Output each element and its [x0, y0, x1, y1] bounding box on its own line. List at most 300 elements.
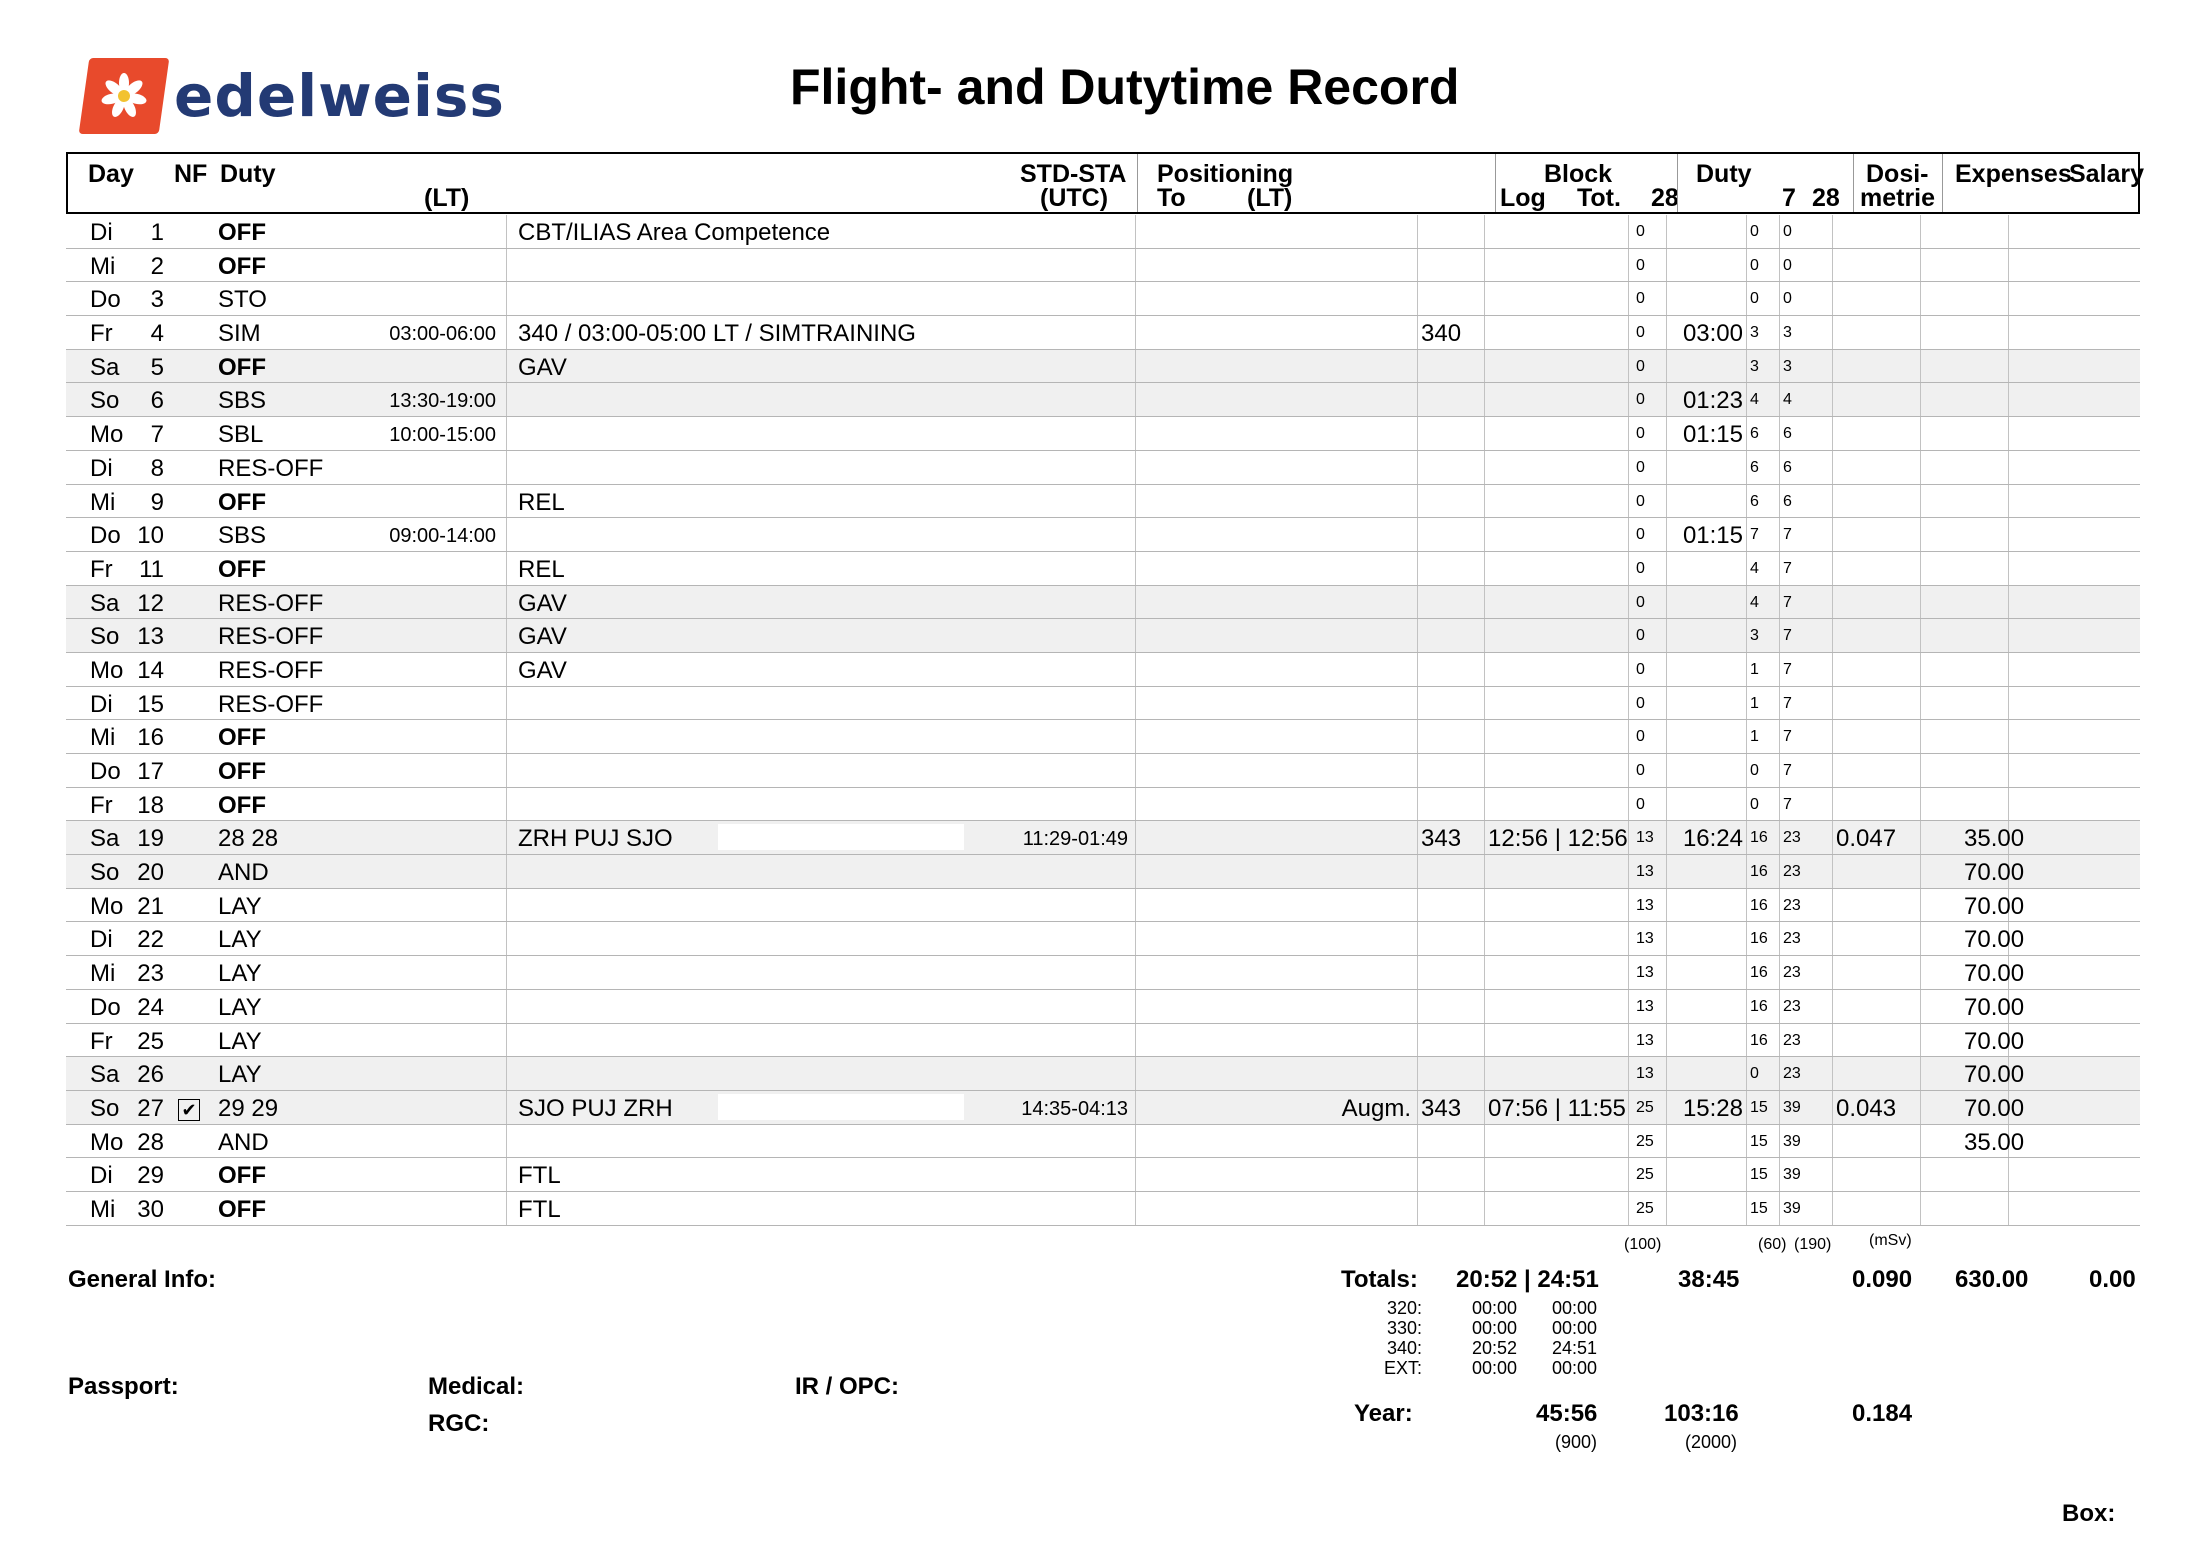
block-28-cell: 0 [1636, 559, 1645, 577]
duty-7-cell: 0 [1750, 795, 1759, 813]
row-divider [1417, 485, 1418, 518]
duty-code-cell: SBS [218, 387, 267, 415]
row-divider [506, 855, 507, 888]
row-divider [1484, 990, 1485, 1023]
row-divider [1920, 821, 1921, 854]
row-divider [1746, 990, 1747, 1023]
row-divider [1135, 586, 1136, 619]
row-divider [1484, 1091, 1485, 1124]
col-duty28: 28 [1812, 184, 1840, 212]
block-28-cell: 25 [1636, 1098, 1654, 1116]
row-divider [506, 552, 507, 585]
row-divider [1779, 788, 1780, 821]
row-divider [1666, 215, 1667, 248]
row-divider [506, 1158, 507, 1191]
row-divider [506, 518, 507, 551]
day-number-cell: 30 [137, 1195, 164, 1223]
row-divider [1666, 855, 1667, 888]
row-divider [2008, 788, 2009, 821]
row-divider [1417, 619, 1418, 652]
row-divider [1746, 518, 1747, 551]
table-row [66, 720, 2140, 754]
weekday-cell: Di [90, 926, 113, 954]
expenses-cell: 70.00 [1964, 993, 2025, 1021]
row-divider [1417, 282, 1418, 315]
row-divider [1417, 350, 1418, 383]
row-divider [1920, 1024, 1921, 1057]
row-divider [1920, 720, 1921, 753]
expenses-cell: 70.00 [1964, 960, 2025, 988]
row-divider [1920, 788, 1921, 821]
row-divider [1484, 1057, 1485, 1090]
weekday-cell: So [90, 623, 120, 651]
col-stdsta: STD-STA [1020, 160, 1127, 188]
col-dosi: Dosi- [1866, 160, 1929, 188]
row-divider [1135, 720, 1136, 753]
duty-7-cell: 1 [1750, 694, 1759, 712]
block-28-cell: 0 [1636, 728, 1645, 746]
nf-checkbox[interactable]: ✔ [178, 1099, 200, 1121]
row-divider [1779, 720, 1780, 753]
duty-7-cell: 1 [1750, 660, 1759, 678]
duty-28-cell: 0 [1783, 290, 1792, 308]
row-divider [1628, 586, 1629, 619]
totals-duty: 38:45 [1678, 1266, 1740, 1293]
row-divider [1417, 720, 1418, 753]
row-divider [506, 956, 507, 989]
duty-time-cell: 03:00-06:00 [389, 323, 496, 346]
row-divider [1746, 687, 1747, 720]
row-divider [1628, 889, 1629, 922]
row-divider [1417, 788, 1418, 821]
duty-time-total-cell: 16:24 [1682, 825, 1743, 853]
weekday-cell: Do [90, 993, 121, 1021]
row-divider [1628, 619, 1629, 652]
duty-code-cell: LAY [218, 892, 262, 920]
row-divider [1484, 485, 1485, 518]
row-divider [1920, 956, 1921, 989]
duty-code-cell: SBS [218, 522, 267, 550]
row-divider [1484, 586, 1485, 619]
row-divider [1666, 956, 1667, 989]
row-divider [1832, 990, 1833, 1023]
day-number-cell: 28 [137, 1128, 164, 1156]
row-divider [1484, 956, 1485, 989]
row-divider [506, 990, 507, 1023]
row-divider [2008, 518, 2009, 551]
dosimetry-cell: 0.043 [1836, 1094, 1897, 1122]
medical-label: Medical: [428, 1373, 525, 1400]
weekday-cell: Do [90, 758, 121, 785]
row-divider [1666, 383, 1667, 416]
header-divider [1853, 154, 1854, 212]
row-divider [506, 687, 507, 720]
table-row [66, 586, 2140, 620]
row-divider [1628, 485, 1629, 518]
col-duty: Duty [220, 160, 276, 188]
table-row [66, 990, 2140, 1024]
block-28-cell: 0 [1636, 425, 1645, 443]
expenses-cell: 70.00 [1964, 926, 2025, 954]
row-divider [2008, 485, 2009, 518]
block-28-cell: 13 [1636, 964, 1654, 982]
row-divider [1920, 518, 1921, 551]
row-divider [1920, 350, 1921, 383]
row-divider [1746, 821, 1747, 854]
duty-7-cell: 16 [1750, 964, 1768, 982]
row-divider [1628, 687, 1629, 720]
col-salary: Salary [2069, 160, 2145, 188]
duty-7-cell: 0 [1750, 762, 1759, 779]
row-divider [1746, 249, 1747, 282]
row-divider [506, 1057, 507, 1090]
duty-7-cell: 16 [1750, 896, 1768, 914]
page-title: Flight- and Dutytime Record [790, 59, 1460, 115]
weekday-cell: So [90, 1094, 120, 1122]
row-divider [1484, 788, 1485, 821]
weekday-cell: Mo [90, 892, 124, 920]
row-divider [1746, 1158, 1747, 1191]
type-label: EXT: [1383, 1358, 1422, 1378]
row-divider [1135, 889, 1136, 922]
row-divider [1484, 1192, 1485, 1225]
block-28-cell: 0 [1636, 660, 1645, 678]
block-28-cell: 0 [1636, 762, 1645, 779]
row-divider [1417, 1091, 1418, 1124]
expenses-cell: 35.00 [1964, 1128, 2025, 1156]
duty-28-cell: 7 [1783, 559, 1792, 577]
row-divider [1666, 788, 1667, 821]
row-divider [1135, 282, 1136, 315]
block-28-cell: 13 [1636, 829, 1654, 847]
row-divider [1779, 990, 1780, 1023]
row-divider [1135, 788, 1136, 821]
description-cell: GAV [518, 623, 567, 651]
col-lt: (LT) [424, 184, 470, 212]
type-log: 20:52 [1472, 1338, 1518, 1358]
row-divider [1135, 855, 1136, 888]
day-number-cell: 25 [137, 1027, 164, 1055]
day-number-cell: 26 [137, 1061, 164, 1089]
std-sta-cell: 11:29-01:49 [1022, 828, 1128, 851]
header-divider [1942, 154, 1943, 212]
row-divider [1666, 417, 1667, 450]
totals-salary: 0.00 [2089, 1266, 2136, 1293]
duty-7-cell: 15 [1750, 1199, 1768, 1217]
row-divider [1779, 1024, 1780, 1057]
day-number-cell: 4 [150, 320, 164, 348]
weekday-cell: Mi [90, 724, 116, 752]
row-divider [1417, 215, 1418, 248]
row-divider [506, 1125, 507, 1158]
year-duty: 103:16 [1664, 1400, 1739, 1427]
duty-28-cell: 39 [1783, 1166, 1801, 1184]
row-divider [1417, 518, 1418, 551]
row-divider [1832, 788, 1833, 821]
row-divider [1920, 687, 1921, 720]
row-divider [506, 451, 507, 484]
row-divider [2008, 586, 2009, 619]
row-divider [1832, 282, 1833, 315]
row-divider [1135, 417, 1136, 450]
totals-block: 20:52 | 24:51 [1456, 1266, 1599, 1293]
row-divider [1746, 350, 1747, 383]
duty-code-cell: OFF [218, 758, 266, 785]
row-divider [1417, 956, 1418, 989]
row-divider [1417, 1158, 1418, 1191]
row-divider [1920, 922, 1921, 955]
row-divider [1779, 754, 1780, 787]
row-divider [1628, 451, 1629, 484]
day-number-cell: 24 [137, 993, 164, 1021]
duty-28-cell: 4 [1783, 391, 1792, 409]
duty-28-cell: 6 [1783, 458, 1792, 476]
row-divider [1746, 586, 1747, 619]
weekday-cell: Sa [90, 1061, 120, 1089]
table-row [66, 1057, 2140, 1091]
col-utc: (UTC) [1040, 184, 1109, 212]
row-divider [506, 720, 507, 753]
block-28-cell: 0 [1636, 458, 1645, 476]
weekday-cell: Di [90, 219, 113, 246]
duty-7-cell: 16 [1750, 997, 1768, 1015]
row-divider [1920, 552, 1921, 585]
row-divider [1832, 586, 1833, 619]
row-divider [1832, 350, 1833, 383]
row-divider [1666, 1125, 1667, 1158]
row-divider [1484, 350, 1485, 383]
weekday-cell: Mi [90, 960, 116, 988]
row-divider [1920, 754, 1921, 787]
row-divider [1135, 1158, 1136, 1191]
row-divider [1628, 922, 1629, 955]
row-divider [1779, 485, 1780, 518]
day-number-cell: 14 [137, 656, 164, 684]
row-divider [1746, 1125, 1747, 1158]
expenses-cell: 35.00 [1964, 825, 2025, 853]
type-total: 00:00 [1552, 1358, 1598, 1378]
duty-code-cell: OFF [218, 488, 266, 516]
table-row [66, 383, 2140, 417]
box-label: Box: [2062, 1500, 2116, 1527]
duty-28-cell: 23 [1783, 829, 1801, 847]
table-row [66, 653, 2140, 687]
row-divider [1920, 215, 1921, 248]
duty-7-cell: 3 [1750, 324, 1759, 342]
weekday-cell: So [90, 859, 120, 887]
table-row [66, 249, 2140, 283]
table-row [66, 1125, 2140, 1159]
block-28-cell: 13 [1636, 1065, 1654, 1083]
duty-28-cell: 39 [1783, 1132, 1801, 1150]
weekday-cell: Di [90, 454, 113, 482]
day-number-cell: 16 [137, 724, 164, 752]
day-number-cell: 8 [150, 454, 164, 482]
positioning-cell: Augm. [1341, 1094, 1411, 1122]
row-divider [2008, 316, 2009, 349]
row-divider [1628, 1057, 1629, 1090]
row-divider [1417, 922, 1418, 955]
block-28-cell: 0 [1636, 795, 1645, 813]
duty-28-cell: 23 [1783, 863, 1801, 881]
duty-28-cell: 7 [1783, 627, 1792, 645]
row-divider [1484, 754, 1485, 787]
row-divider [1666, 754, 1667, 787]
row-divider [1484, 653, 1485, 686]
row-divider [1417, 552, 1418, 585]
year-dosi: 0.184 [1852, 1400, 1913, 1427]
row-divider [1920, 855, 1921, 888]
day-number-cell: 3 [150, 286, 164, 314]
row-divider [1746, 383, 1747, 416]
row-divider [1135, 350, 1136, 383]
row-divider [1628, 1158, 1629, 1191]
row-divider [1628, 249, 1629, 282]
row-divider [506, 1024, 507, 1057]
row-divider [1628, 720, 1629, 753]
aircraft-type-cell: 343 [1421, 825, 1462, 853]
row-divider [1417, 451, 1418, 484]
row-divider [1746, 215, 1747, 248]
row-divider [2008, 1158, 2009, 1191]
nf-cell [178, 1095, 200, 1123]
row-divider [1832, 485, 1833, 518]
row-divider [2008, 350, 2009, 383]
duty-code-cell: OFF [218, 353, 266, 381]
row-divider [1666, 282, 1667, 315]
row-divider [1417, 754, 1418, 787]
row-divider [1135, 518, 1136, 551]
block-28-cell: 0 [1636, 324, 1645, 342]
table-row [66, 889, 2140, 923]
duty-7-cell: 3 [1750, 357, 1759, 375]
std-sta-cell: 14:35-04:13 [1021, 1097, 1128, 1120]
limit-dosi: (mSv) [1869, 1232, 1912, 1249]
edelweiss-logo [84, 56, 505, 136]
row-divider [506, 1192, 507, 1225]
row-divider [1628, 788, 1629, 821]
totals-label: Totals: [1341, 1266, 1418, 1293]
row-divider [1666, 922, 1667, 955]
duty-28-cell: 7 [1783, 660, 1792, 678]
row-divider [1920, 383, 1921, 416]
row-divider [1666, 653, 1667, 686]
row-divider [1920, 417, 1921, 450]
duty-28-cell: 39 [1783, 1098, 1801, 1116]
row-divider [1417, 586, 1418, 619]
duty-7-cell: 1 [1750, 728, 1759, 746]
row-divider [1135, 990, 1136, 1023]
row-divider [1628, 990, 1629, 1023]
duty-7-cell: 16 [1750, 863, 1768, 881]
rgc-label: RGC: [428, 1410, 490, 1437]
row-divider [1746, 720, 1747, 753]
row-divider [1628, 855, 1629, 888]
duty-7-cell: 15 [1750, 1098, 1768, 1116]
duty-28-cell: 23 [1783, 1065, 1801, 1083]
duty-time-total-cell: 03:00 [1682, 320, 1743, 348]
table-row [66, 316, 2140, 350]
row-divider [1628, 316, 1629, 349]
duty-time-cell: 09:00-14:00 [389, 525, 496, 548]
row-divider [1779, 1125, 1780, 1158]
description-cell: 340 / 03:00-05:00 LT / SIMTRAINING [518, 320, 916, 348]
row-divider [1832, 821, 1833, 854]
table-row [66, 417, 2140, 451]
row-divider [2008, 720, 2009, 753]
row-divider [2008, 687, 2009, 720]
duty-28-cell: 7 [1783, 593, 1792, 611]
row-divider [1484, 619, 1485, 652]
row-divider [1920, 249, 1921, 282]
row-divider [1779, 653, 1780, 686]
day-number-cell: 22 [137, 926, 164, 954]
row-divider [1666, 350, 1667, 383]
row-divider [1666, 552, 1667, 585]
header-divider [1677, 154, 1678, 212]
row-divider [1628, 282, 1629, 315]
row-divider [1135, 687, 1136, 720]
row-divider [1666, 720, 1667, 753]
header-divider [1137, 154, 1138, 212]
row-divider [1746, 451, 1747, 484]
row-divider [1832, 215, 1833, 248]
block-28-cell: 13 [1636, 930, 1654, 948]
row-divider [1417, 687, 1418, 720]
row-divider [1920, 451, 1921, 484]
row-divider [1484, 1158, 1485, 1191]
table-row [66, 619, 2140, 653]
row-divider [1628, 1125, 1629, 1158]
day-number-cell: 20 [137, 859, 164, 887]
duty-28-cell: 7 [1783, 762, 1792, 779]
row-divider [1832, 383, 1833, 416]
row-divider [1135, 552, 1136, 585]
row-divider [1746, 1192, 1747, 1225]
col-nf: NF [174, 160, 208, 188]
block-28-cell: 0 [1636, 526, 1645, 544]
row-divider [1484, 855, 1485, 888]
duty-7-cell: 15 [1750, 1132, 1768, 1150]
passport-label: Passport: [68, 1373, 179, 1400]
row-divider [1484, 417, 1485, 450]
row-divider [1779, 956, 1780, 989]
row-divider [1746, 1057, 1747, 1090]
row-divider [1746, 417, 1747, 450]
weekday-cell: Di [90, 690, 113, 718]
general-info-label: General Info: [68, 1266, 217, 1293]
row-divider [1628, 1091, 1629, 1124]
duty-28-cell: 7 [1783, 694, 1792, 712]
duty-28-cell: 23 [1783, 930, 1801, 948]
row-divider [1628, 350, 1629, 383]
expenses-cell: 70.00 [1964, 1061, 2025, 1089]
col-dutytime: Duty [1696, 160, 1752, 188]
row-divider [1779, 687, 1780, 720]
row-divider [1484, 720, 1485, 753]
row-divider [2008, 451, 2009, 484]
row-divider [1666, 990, 1667, 1023]
duty-code-cell: OFF [218, 252, 266, 280]
table-row [66, 1091, 2140, 1125]
weekday-cell: Mo [90, 1128, 124, 1156]
duty-time-cell: 10:00-15:00 [389, 424, 496, 447]
duty-code-cell: RES-OFF [218, 589, 324, 617]
row-divider [1666, 518, 1667, 551]
day-number-cell: 18 [137, 791, 164, 819]
weekday-cell: Mi [90, 1195, 116, 1223]
duty-28-cell: 3 [1783, 357, 1792, 375]
